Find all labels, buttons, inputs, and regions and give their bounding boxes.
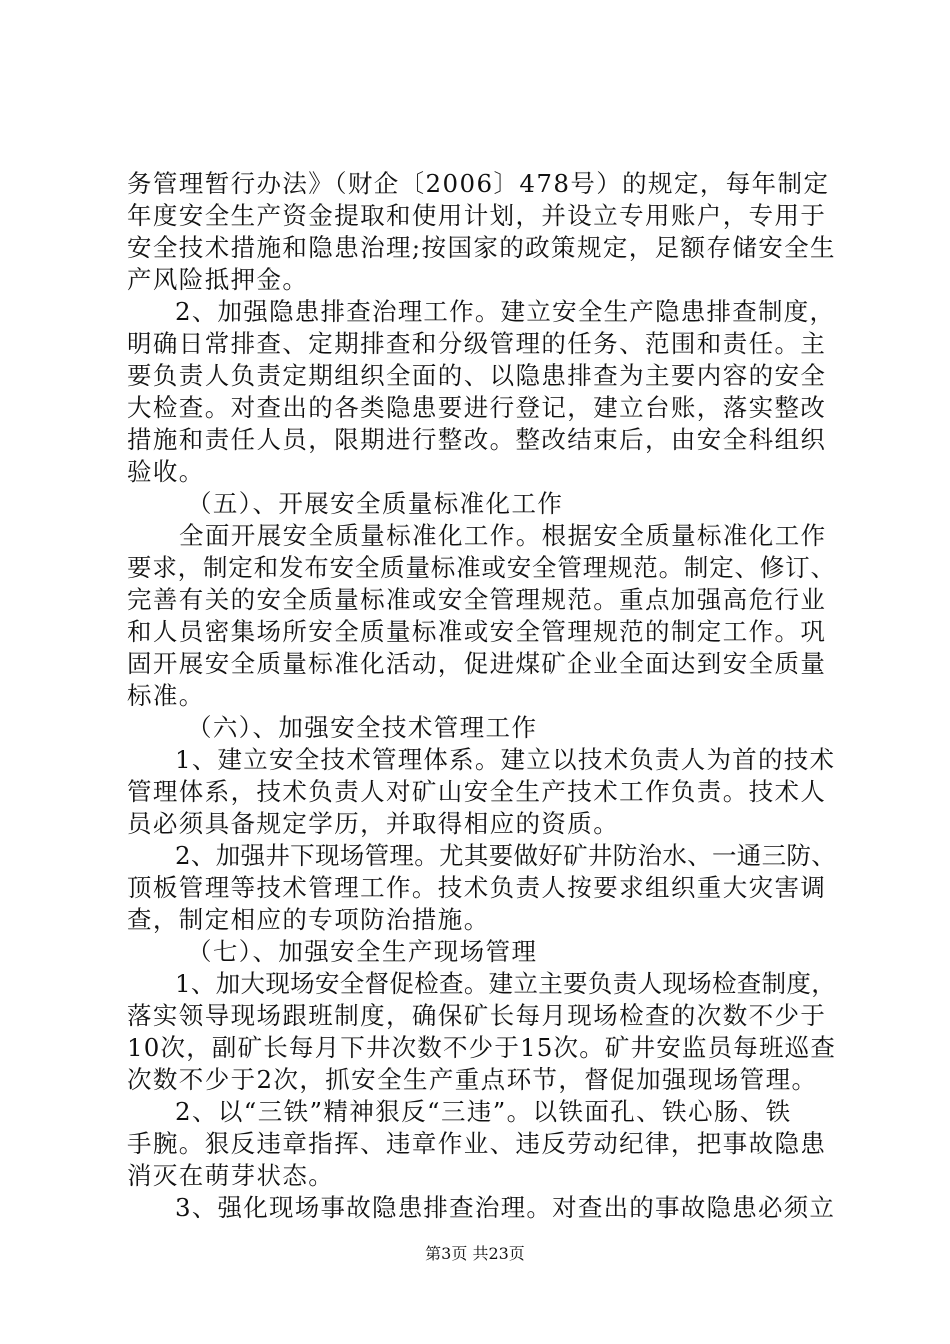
- text-line: 年度安全生产资金提取和使用计划，并设立专用账户，专用于: [127, 201, 827, 230]
- text-line: 固开展安全质量标准化活动，促进煤矿企业全面达到安全质量: [127, 649, 827, 678]
- page-footer: [0, 1244, 950, 1264]
- section-heading: （七）、加强安全生产现场管理: [187, 937, 538, 966]
- paragraph-start-line: 1、加大现场安全督促检查。建立主要负责人现场检查制度，: [175, 969, 837, 998]
- paragraph-start-line: 3、强化现场事故隐患排查治理。对查出的事故隐患必须立: [175, 1193, 836, 1222]
- text-line: 验收。: [127, 457, 205, 486]
- text-line: 消灭在萌芽状态。: [127, 1161, 335, 1190]
- text-line: 顶板管理等技术管理工作。技术负责人按要求组织重大灾害调: [127, 873, 827, 902]
- paragraph-start-line: 2、加强隐患排查治理工作。建立安全生产隐患排查制度，: [175, 297, 836, 326]
- text-line: 员必须具备规定学历，并取得相应的资质。: [127, 809, 620, 838]
- paragraph-start-line: 全面开展安全质量标准化工作。根据安全质量标准化工作: [179, 521, 827, 550]
- text-line: 查，制定相应的专项防治措施。: [127, 905, 490, 934]
- text-line: 要负责人负责定期组织全面的、以隐患排查为主要内容的安全: [127, 361, 827, 390]
- text-line: 措施和责任人员，限期进行整改。整改结束后，由安全科组织: [127, 425, 827, 454]
- text-line: 产风险抵押金。: [127, 265, 309, 294]
- text-line: 明确日常排查、定期排查和分级管理的任务、范围和责任。主: [127, 329, 827, 358]
- document-body: [127, 168, 837, 1224]
- text-line: 安全技术措施和隐患治理;按国家的政策规定，足额存储安全生: [127, 233, 836, 262]
- section-heading: （六）、加强安全技术管理工作: [187, 713, 538, 742]
- page-number-label: 第3页 共23页: [425, 1244, 525, 1263]
- text-line: 和人员密集场所安全质量标准或安全管理规范的制定工作。巩: [127, 617, 827, 646]
- paragraph-start-line: 2、加强井下现场管理。尤其要做好矿井防治水、一通三防、: [175, 841, 837, 870]
- text-line: 务管理暂行办法》（财企〔2006〕478号）的规定，每年制定: [127, 169, 830, 198]
- text-line: 大检查。对查出的各类隐患要进行登记，建立台账，落实整改: [127, 393, 827, 422]
- text-line: 手腕。狠反违章指挥、违章作业、违反劳动纪律，把事故隐患: [127, 1129, 827, 1158]
- text-line: 10次，副矿长每月下井次数不少于15次。矿井安监员每班巡查: [127, 1033, 836, 1062]
- section-heading: （五）、开展安全质量标准化工作: [187, 489, 564, 518]
- text-line: 标准。: [127, 681, 205, 710]
- text-line: 要求，制定和发布安全质量标准或安全管理规范。制定、修订、: [127, 553, 836, 582]
- text-line: 落实领导现场跟班制度，确保矿长每月现场检查的次数不少于: [127, 1001, 827, 1030]
- text-line: 次数不少于2次，抓安全生产重点环节，督促加强现场管理。: [127, 1065, 818, 1094]
- text-line: 完善有关的安全质量标准或安全管理规范。重点加强高危行业: [127, 585, 827, 614]
- paragraph-start-line: 2、以“三铁”精神狠反“三违”。以铁面孔、铁心肠、铁: [175, 1097, 792, 1126]
- paragraph-start-line: 1、建立安全技术管理体系。建立以技术负责人为首的技术: [175, 745, 836, 774]
- text-line: 管理体系，技术负责人对矿山安全生产技术工作负责。技术人: [127, 777, 827, 806]
